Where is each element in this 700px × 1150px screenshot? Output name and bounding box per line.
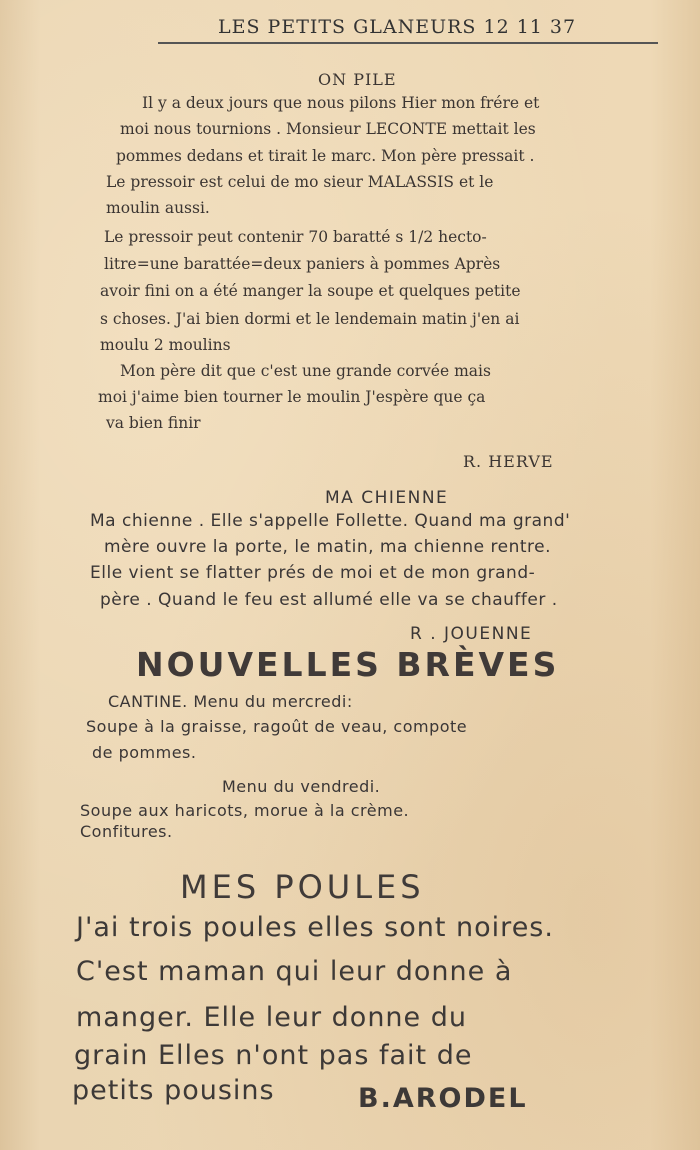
article-line: grain Elles n'ont pas fait de [74, 1040, 473, 1071]
menu-heading: Menu du vendredi. [222, 777, 381, 796]
article-line: moi nous tournions . Monsieur LECONTE mettait les [120, 120, 536, 138]
article-line: père . Quand le feu est allumé elle va se chauffer . [100, 590, 558, 610]
article-line: J'ai trois poules elles sont noires. [76, 912, 554, 943]
section-title-nouvelles-breves: NOUVELLES BRÈVES [136, 645, 560, 684]
article-line: va bien finir [106, 414, 201, 432]
menu-line: de pommes. [92, 743, 197, 762]
article-line: Ma chienne . Elle s'appelle Follette. Quand ma grand' [90, 511, 571, 531]
article-line: pommes dedans et tirait le marc. Mon père pressait . [116, 147, 535, 165]
article-line: Elle vient se flatter prés de moi et de mon grand- [90, 563, 536, 583]
author-signature: B.ARODEL [358, 1083, 528, 1114]
article-line: Le pressoir est celui de mo sieur MALASSIS et le [106, 173, 494, 191]
author-signature: R. HERVE [463, 452, 554, 471]
article-line: petits pousins [72, 1075, 275, 1106]
menu-line: Soupe aux haricots, morue à la crème. [80, 801, 410, 820]
article-title-on-pile: ON PILE [318, 70, 397, 89]
article-line: mère ouvre la porte, le matin, ma chienne rentre. [104, 537, 551, 557]
menu-heading: CANTINE. Menu du mercredi: [108, 692, 353, 711]
article-line: Mon père dit que c'est une grande corvée mais [120, 362, 491, 380]
article-line: Il y a deux jours que nous pilons Hier mon frére et [142, 94, 540, 112]
article-line: C'est maman qui leur donne à [76, 956, 513, 987]
article-title-ma-chienne: MA CHIENNE [325, 488, 449, 508]
article-line: avoir fini on a été manger la soupe et quelques petite [100, 282, 521, 300]
article-line: moi j'aime bien tourner le moulin J'espère que ça [98, 388, 486, 406]
menu-line: Confitures. [80, 822, 173, 841]
article-line: s choses. J'ai bien dormi et le lendemain matin j'en ai [100, 310, 520, 328]
article-line: manger. Elle leur donne du [76, 1002, 467, 1033]
article-title-mes-poules: MES POULES [180, 868, 425, 906]
header-rule [158, 42, 658, 44]
article-line: moulu 2 moulins [100, 336, 231, 354]
article-line: litre=une barattée=deux paniers à pommes Après [104, 255, 501, 273]
menu-line: Soupe à la graisse, ragoût de veau, compote [86, 717, 468, 736]
article-line: Le pressoir peut contenir 70 baratté s 1/2 hecto- [104, 228, 487, 246]
author-signature: R . JOUENNE [410, 624, 533, 644]
page-header: LES PETITS GLANEURS 12 11 37 [218, 16, 577, 38]
article-line: moulin aussi. [106, 199, 210, 217]
